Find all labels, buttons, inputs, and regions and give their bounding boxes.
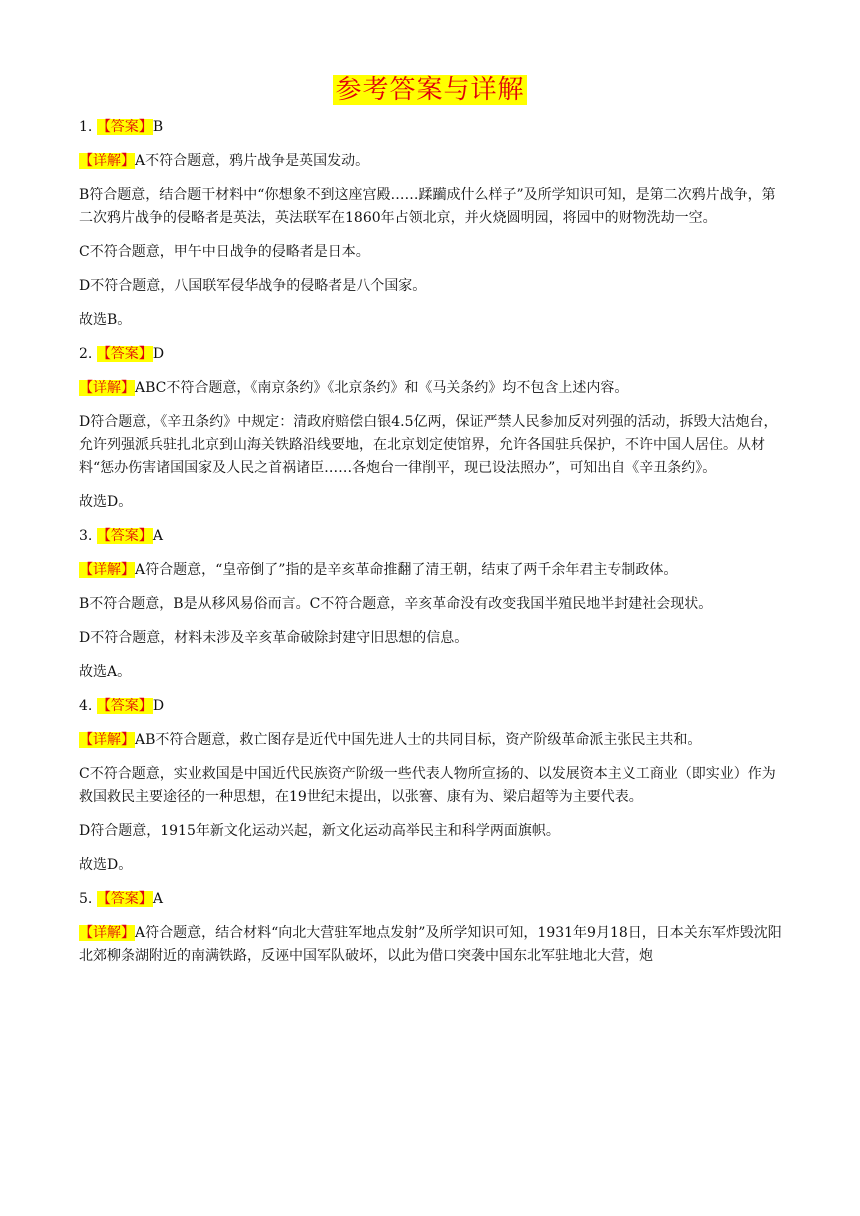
question-block-1 <box>79 116 785 332</box>
answer-value: A <box>152 528 163 544</box>
detail-paragraph: C不符合题意，实业救国是中国近代民族资产阶级一些代表人物所宣扬的、以发展资本主义工商业（即实业）作为救国救民主要途径的一种思想，在19世纪末提出，以张謇、康有为、梁启超等为主要代表。 <box>79 766 776 805</box>
detail-tag: 【详解】 <box>79 380 135 396</box>
detail-line: 【详解】A符合题意，“皇帝倒了”指的是辛亥革命推翻了清王朝，结束了两千余年君主专制政体。 <box>79 562 678 578</box>
answer-value: A <box>152 891 163 907</box>
answer-tag: 【答案】 <box>96 891 153 907</box>
detail-paragraph: C不符合题意，甲午中日战争的侵略者是日本。 <box>79 244 370 260</box>
answer-value: D <box>152 698 165 714</box>
answer-tag: 【答案】 <box>96 346 153 362</box>
detail-tag: 【详解】 <box>79 732 135 748</box>
answer-tag: 【答案】 <box>96 528 153 544</box>
answer-line: 4. 【答案】D <box>79 698 165 714</box>
detail-paragraph: B不符合题意，B是从移风易俗而言。C不符合题意，辛亥革命没有改变我国半殖民地半封建社会现状。 <box>79 596 713 612</box>
detail-tag: 【详解】 <box>79 925 135 941</box>
question-block-5 <box>79 888 785 968</box>
conclusion-line: 故选D。 <box>79 857 133 873</box>
detail-line: 【详解】A不符合题意，鸦片战争是英国发动。 <box>79 153 370 169</box>
question-block-4 <box>79 695 785 877</box>
conclusion-line: 故选D。 <box>79 494 133 510</box>
detail-paragraph: D符合题意，《辛丑条约》中规定：清政府赔偿白银4.5亿两，保证严禁人民参加反对列强的活动，拆毁大沽炮台，允许列强派兵驻扎北京到山海关铁路沿线要地，在北京划定使馆界，允许各国驻兵保护，不许中国人居住。从材料“惩办伤害诸国国家及人民之首祸诸臣……各炮台一律削平，现已设法照办”，可知出自《辛丑条约》。 <box>79 414 778 476</box>
detail-paragraph: D不符合题意，八国联军侵华战争的侵略者是八个国家。 <box>79 278 427 294</box>
question-block-2 <box>79 343 785 514</box>
answer-tag: 【答案】 <box>96 698 153 714</box>
conclusion-line: 故选B。 <box>79 312 132 328</box>
detail-tag: 【详解】 <box>79 562 135 578</box>
answer-line: 5. 【答案】A <box>79 891 163 907</box>
detail-paragraph: D符合题意，1915年新文化运动兴起，新文化运动高举民主和科学两面旗帜。 <box>79 823 560 839</box>
answer-line: 1. 【答案】B <box>79 119 164 135</box>
answer-line: 2. 【答案】D <box>79 346 165 362</box>
conclusion-line: 故选A。 <box>79 664 132 680</box>
page-title: 参考答案与详解 <box>335 75 525 105</box>
detail-paragraph: D不符合题意，材料未涉及辛亥革命破除封建守旧思想的信息。 <box>79 630 469 646</box>
detail-line: 【详解】ABC不符合题意，《南京条约》《北京条约》和《马关条约》均不包含上述内容。 <box>79 380 629 396</box>
answer-tag: 【答案】 <box>96 119 153 135</box>
detail-line: 【详解】A符合题意，结合材料“向北大营驻军地点发射”及所学知识可知，1931年9月18日，日本关东军炸毁沈阳北郊柳条湖附近的南满铁路，反诬中国军队破坏，以此为借口突袭中国东北军驻地北大营，炮 <box>79 925 782 964</box>
detail-line: 【详解】AB不符合题意，救亡图存是近代中国先进人士的共同目标，资产阶级革命派主张民主共和。 <box>79 732 702 748</box>
answer-value: D <box>152 346 165 362</box>
answer-line: 3. 【答案】A <box>79 528 163 544</box>
answer-value: B <box>152 119 164 135</box>
detail-tag: 【详解】 <box>79 153 135 169</box>
detail-paragraph: B符合题意，结合题干材料中“你想象不到这座宫殿……蹂躏成什么样子”及所学知识可知，是第二次鸦片战争，第二次鸦片战争的侵略者是英法，英法联军在1860年占领北京，并火烧圆明园，将园中的财物洗劫一空。 <box>79 187 776 226</box>
question-block-3 <box>79 525 785 684</box>
answer-list <box>79 116 785 979</box>
